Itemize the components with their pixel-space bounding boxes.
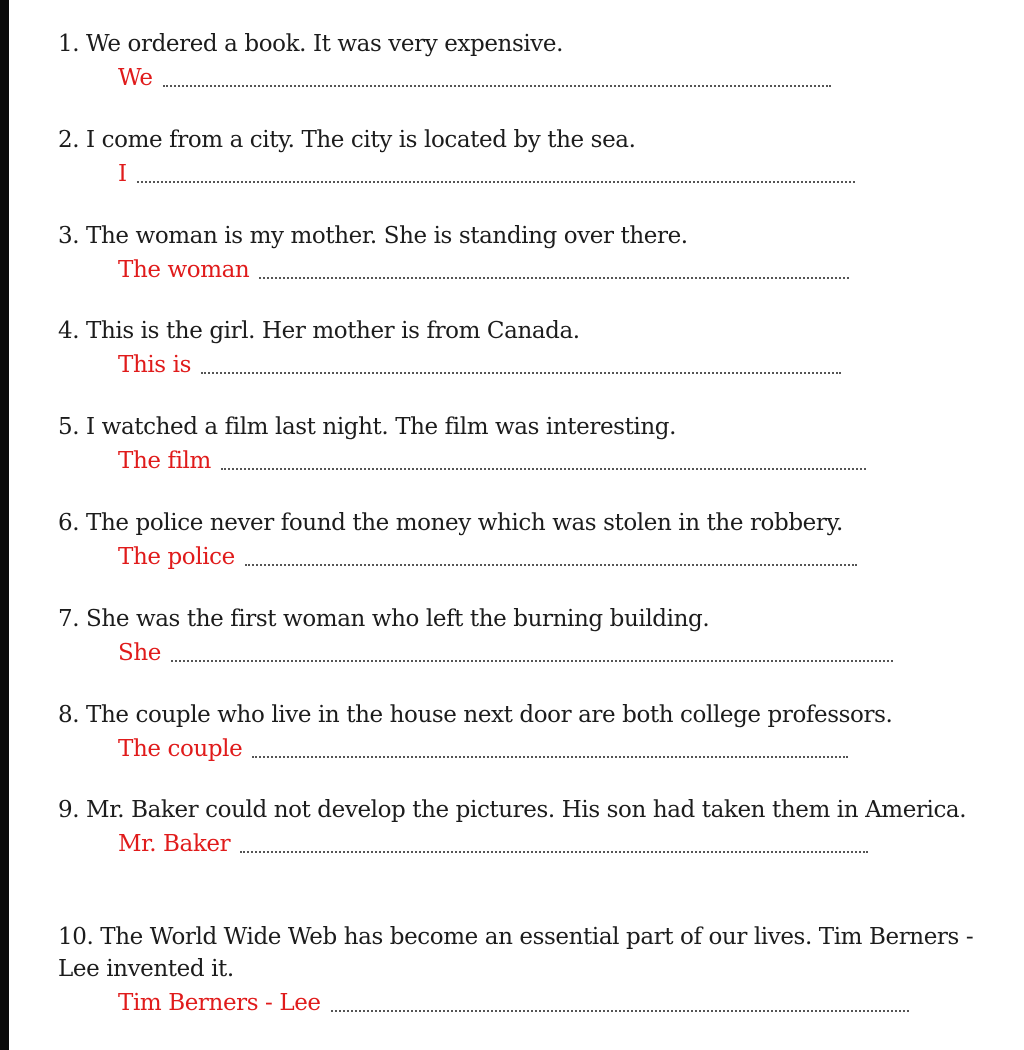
answer-blank[interactable]	[331, 1010, 909, 1012]
exercise-sentence: 4. This is the girl. Her mother is from Canada.	[58, 318, 580, 344]
exercise-3	[58, 220, 988, 286]
answer-prompt: I	[118, 161, 127, 187]
answer-line	[118, 985, 988, 1019]
exercise-2	[58, 124, 988, 190]
answer-prompt: The woman	[118, 257, 250, 283]
answer-prompt: Tim Berners - Lee	[118, 990, 321, 1016]
exercise-sentence: 5. I watched a film last night. The film was interesting.	[58, 414, 677, 440]
exercise-sentence: 10. The World Wide Web has become an essential part of our lives. Tim Berners - Lee invented it.	[58, 924, 974, 982]
answer-prompt: She	[118, 640, 161, 666]
exercise-6	[58, 507, 988, 573]
answer-line	[118, 347, 988, 381]
answer-prompt: Mr. Baker	[118, 831, 231, 857]
answer-line	[118, 539, 988, 573]
answer-blank[interactable]	[252, 756, 848, 758]
answer-line	[118, 826, 988, 860]
answer-blank[interactable]	[137, 181, 855, 183]
answer-line	[118, 443, 988, 477]
answer-prompt: The film	[118, 448, 211, 474]
exercise-7	[58, 603, 988, 669]
answer-line	[118, 156, 988, 190]
exercise-8	[58, 699, 988, 765]
exercise-10	[58, 921, 988, 1019]
answer-line	[118, 252, 988, 286]
answer-line	[118, 635, 988, 669]
answer-prompt: This is	[118, 352, 191, 378]
exercise-4	[58, 315, 988, 381]
exercise-sentence: 1. We ordered a book. It was very expensive.	[58, 31, 564, 57]
answer-prompt: The couple	[118, 736, 243, 762]
answer-prompt: We	[118, 65, 153, 91]
answer-line	[118, 731, 988, 765]
answer-blank[interactable]	[259, 277, 849, 279]
exercise-5	[58, 411, 988, 477]
exercise-sentence: 6. The police never found the money which was stolen in the robbery.	[58, 510, 843, 536]
answer-blank[interactable]	[201, 372, 841, 374]
exercise-1	[58, 28, 988, 94]
answer-blank[interactable]	[240, 851, 868, 853]
answer-blank[interactable]	[171, 660, 893, 662]
exercise-sentence: 9. Mr. Baker could not develop the pictures. His son had taken them in America.	[58, 797, 967, 823]
exercise-sentence: 2. I come from a city. The city is located by the sea.	[58, 127, 636, 153]
exercise-9	[58, 794, 988, 860]
answer-line	[118, 60, 988, 94]
answer-prompt: The police	[118, 544, 235, 570]
answer-blank[interactable]	[163, 85, 831, 87]
answer-blank[interactable]	[245, 564, 857, 566]
exercise-sentence: 3. The woman is my mother. She is standing over there.	[58, 223, 688, 249]
exercise-sentence: 8. The couple who live in the house next door are both college professors.	[58, 702, 893, 728]
exercise-sentence: 7. She was the first woman who left the burning building.	[58, 606, 710, 632]
answer-blank[interactable]	[221, 468, 866, 470]
